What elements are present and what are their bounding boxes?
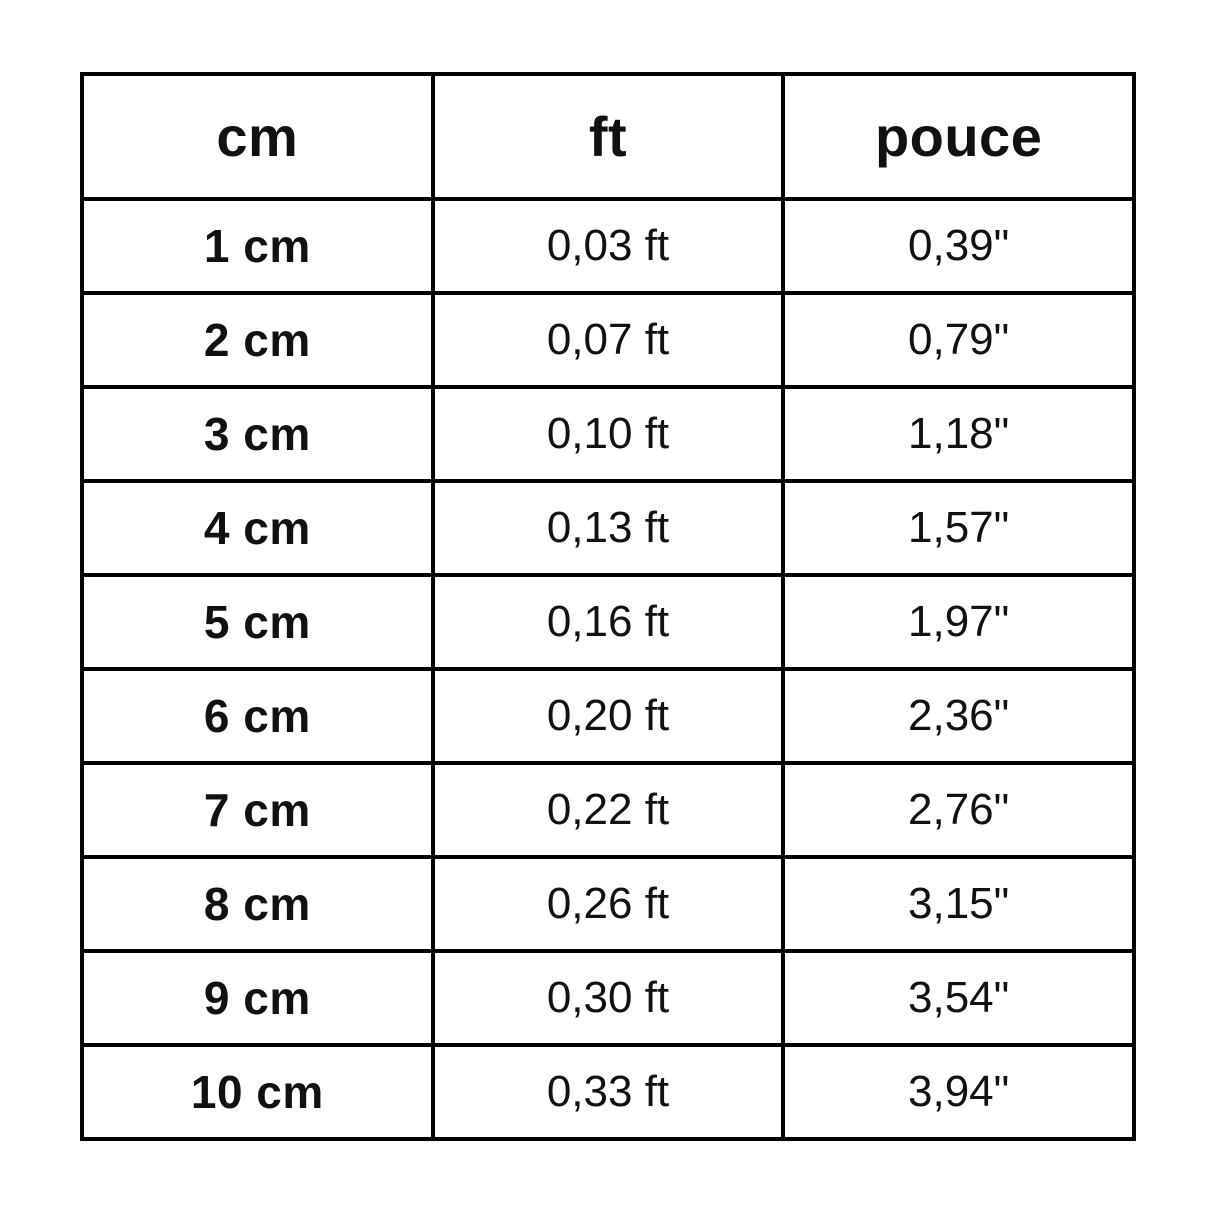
ft-value: 0,07 ft [433,293,784,387]
cm-value: 5 cm [82,575,433,669]
column-header-cm: cm [82,74,433,199]
table-row [82,669,1134,763]
cm-value: 3 cm [82,387,433,481]
pouce-value: 3,54" [783,951,1134,1045]
pouce-value: 0,39" [783,199,1134,293]
table-row [82,481,1134,575]
cm-value: 4 cm [82,481,433,575]
ft-value: 0,20 ft [433,669,784,763]
ft-value: 0,33 ft [433,1045,784,1139]
cm-value: 2 cm [82,293,433,387]
table-row [82,293,1134,387]
pouce-value: 0,79" [783,293,1134,387]
cm-value: 7 cm [82,763,433,857]
pouce-value: 1,18" [783,387,1134,481]
cm-value: 6 cm [82,669,433,763]
table-header-row [82,74,1134,199]
ft-value: 0,03 ft [433,199,784,293]
ft-value: 0,10 ft [433,387,784,481]
table-row [82,575,1134,669]
table-row [82,387,1134,481]
column-header-pouce: pouce [783,74,1134,199]
pouce-value: 3,15" [783,857,1134,951]
pouce-value: 1,97" [783,575,1134,669]
table-row [82,1045,1134,1139]
cm-value: 10 cm [82,1045,433,1139]
table-row [82,763,1134,857]
cm-value: 8 cm [82,857,433,951]
pouce-value: 2,36" [783,669,1134,763]
pouce-value: 3,94" [783,1045,1134,1139]
table-row [82,199,1134,293]
table-row [82,951,1134,1045]
ft-value: 0,26 ft [433,857,784,951]
pouce-value: 2,76" [783,763,1134,857]
pouce-value: 1,57" [783,481,1134,575]
table-row [82,857,1134,951]
column-header-ft: ft [433,74,784,199]
ft-value: 0,30 ft [433,951,784,1045]
ft-value: 0,22 ft [433,763,784,857]
ft-value: 0,16 ft [433,575,784,669]
ft-value: 0,13 ft [433,481,784,575]
cm-value: 1 cm [82,199,433,293]
cm-value: 9 cm [82,951,433,1045]
cm-ft-pouce-conversion-table [80,72,1136,1141]
